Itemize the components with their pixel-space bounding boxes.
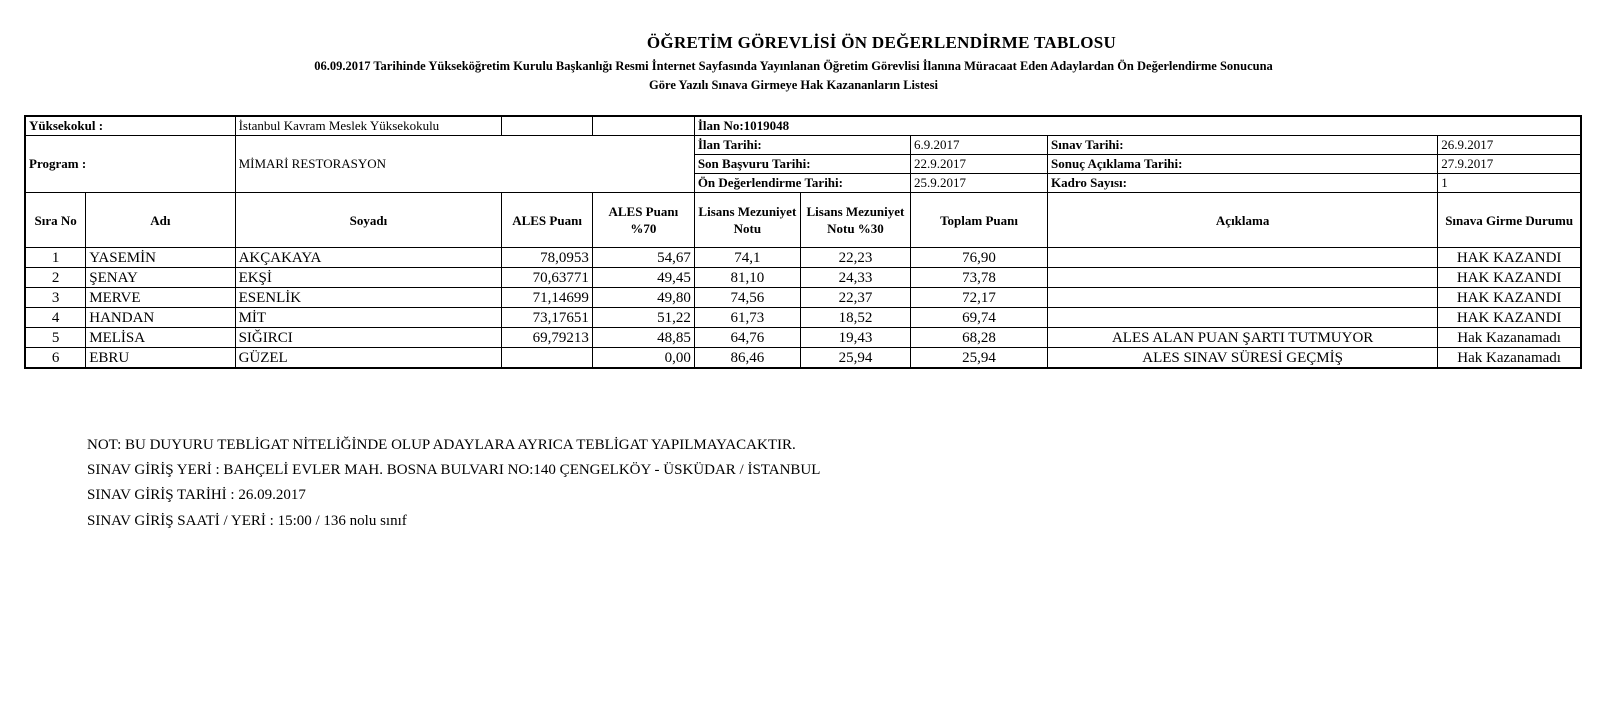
lisans-notu-cell: 64,76 xyxy=(694,328,800,348)
aciklama-cell xyxy=(1048,268,1438,288)
info-row-2 xyxy=(25,136,1581,155)
toplam-puani-cell: 25,94 xyxy=(911,348,1048,369)
note-line-1: NOT: BU DUYURU TEBLİGAT NİTELİĞİNDE OLUP ADAYLARA AYRICA TEBLİGAT YAPILMAYACAKTIR. xyxy=(87,437,796,453)
first-name-cell: MELİSA xyxy=(86,328,235,348)
on-degerlendirme-value: 25.9.2017 xyxy=(911,174,1048,193)
ales-puani-cell: 73,17651 xyxy=(502,308,593,328)
durum-cell: HAK KAZANDI xyxy=(1438,268,1581,288)
ilan-tarihi-value: 6.9.2017 xyxy=(911,136,1048,155)
table-row xyxy=(25,288,1581,308)
lisans-30-cell: 22,23 xyxy=(800,248,910,268)
durum-cell: HAK KAZANDI xyxy=(1438,288,1581,308)
kadro-value: 1 xyxy=(1438,174,1581,193)
table-row xyxy=(25,348,1581,369)
ilan-no: İlan No:1019048 xyxy=(694,116,1581,136)
durum-cell: Hak Kazanamadı xyxy=(1438,348,1581,369)
sinav-tarihi-value: 26.9.2017 xyxy=(1438,136,1581,155)
toplam-puani-cell: 73,78 xyxy=(911,268,1048,288)
son-basvuru-label: Son Başvuru Tarihi: xyxy=(694,155,910,174)
toplam-puani-cell: 76,90 xyxy=(911,248,1048,268)
lisans-notu-cell: 86,46 xyxy=(694,348,800,369)
aciklama-cell xyxy=(1048,288,1438,308)
ales-puani-cell: 78,0953 xyxy=(502,248,593,268)
empty-cell xyxy=(592,116,694,136)
sira-no-cell: 2 xyxy=(25,268,86,288)
first-name-cell: HANDAN xyxy=(86,308,235,328)
first-name-cell: YASEMİN xyxy=(86,248,235,268)
table-row xyxy=(25,308,1581,328)
lisans-notu-cell: 74,56 xyxy=(694,288,800,308)
column-header: Soyadı xyxy=(235,193,502,248)
lisans-30-cell: 22,37 xyxy=(800,288,910,308)
sira-no-cell: 1 xyxy=(25,248,86,268)
note-line-3: SINAV GİRİŞ TARİHİ : 26.09.2017 xyxy=(87,487,306,503)
lisans-notu-cell: 81,10 xyxy=(694,268,800,288)
ales-70-cell: 48,85 xyxy=(592,328,694,348)
lisans-30-cell: 18,52 xyxy=(800,308,910,328)
last-name-cell: SIĞIRCI xyxy=(235,328,502,348)
last-name-cell: EKŞİ xyxy=(235,268,502,288)
durum-cell: HAK KAZANDI xyxy=(1438,248,1581,268)
program-label: Program : xyxy=(25,136,235,193)
lisans-notu-cell: 61,73 xyxy=(694,308,800,328)
toplam-puani-cell: 72,17 xyxy=(911,288,1048,308)
sira-no-cell: 6 xyxy=(25,348,86,369)
last-name-cell: AKÇAKAYA xyxy=(235,248,502,268)
first-name-cell: MERVE xyxy=(86,288,235,308)
note-line-2: SINAV GİRİŞ YERİ : BAHÇELİ EVLER MAH. BOSNA BULVARI NO:140 ÇENGELKÖY - ÜSKÜDAR / İSTANBUL xyxy=(87,462,821,478)
sira-no-cell: 4 xyxy=(25,308,86,328)
column-header: Toplam Puanı xyxy=(911,193,1048,248)
table-body xyxy=(25,248,1581,369)
empty-cell xyxy=(502,116,593,136)
column-header: ALES Puanı xyxy=(502,193,593,248)
program-value: MİMARİ RESTORASYON xyxy=(235,136,694,193)
last-name-cell: GÜZEL xyxy=(235,348,502,369)
column-header: Açıklama xyxy=(1048,193,1438,248)
sonuc-label: Sonuç Açıklama Tarihi: xyxy=(1048,155,1438,174)
toplam-puani-cell: 69,74 xyxy=(911,308,1048,328)
evaluation-table xyxy=(24,115,1582,369)
ales-puani-cell: 70,63771 xyxy=(502,268,593,288)
aciklama-cell: ALES SINAV SÜRESİ GEÇMİŞ xyxy=(1048,348,1438,369)
sinav-tarihi-label: Sınav Tarihi: xyxy=(1048,136,1438,155)
page-subtitle-2: Göre Yazılı Sınava Girmeye Hak Kazananların Listesi xyxy=(649,78,938,92)
page-title: ÖĞRETİM GÖREVLİSİ ÖN DEĞERLENDİRME TABLOSU xyxy=(646,33,1117,52)
column-header: Sınava Girme Durumu xyxy=(1438,193,1581,248)
kadro-label: Kadro Sayısı: xyxy=(1048,174,1438,193)
ales-puani-cell xyxy=(502,348,593,369)
son-basvuru-value: 22.9.2017 xyxy=(911,155,1048,174)
first-name-cell: EBRU xyxy=(86,348,235,369)
ales-70-cell: 49,80 xyxy=(592,288,694,308)
aciklama-cell: ALES ALAN PUAN ŞARTI TUTMUYOR xyxy=(1048,328,1438,348)
first-name-cell: ŞENAY xyxy=(86,268,235,288)
table-row xyxy=(25,248,1581,268)
ales-70-cell: 0,00 xyxy=(592,348,694,369)
aciklama-cell xyxy=(1048,248,1438,268)
last-name-cell: ESENLİK xyxy=(235,288,502,308)
sonuc-value: 27.9.2017 xyxy=(1438,155,1581,174)
column-header: Lisans Mezuniyet Notu %30 xyxy=(800,193,910,248)
column-header: Adı xyxy=(86,193,235,248)
ales-puani-cell: 71,14699 xyxy=(502,288,593,308)
ales-puani-cell: 69,79213 xyxy=(502,328,593,348)
yuksekokul-label: Yüksekokul : xyxy=(25,116,235,136)
lisans-30-cell: 25,94 xyxy=(800,348,910,369)
sira-no-cell: 5 xyxy=(25,328,86,348)
last-name-cell: MİT xyxy=(235,308,502,328)
durum-cell: Hak Kazanamadı xyxy=(1438,328,1581,348)
table-row xyxy=(25,328,1581,348)
ales-70-cell: 49,45 xyxy=(592,268,694,288)
info-row-1 xyxy=(25,116,1581,136)
ales-70-cell: 54,67 xyxy=(592,248,694,268)
toplam-puani-cell: 68,28 xyxy=(911,328,1048,348)
on-degerlendirme-label: Ön Değerlendirme Tarihi: xyxy=(694,174,910,193)
ilan-tarihi-label: İlan Tarihi: xyxy=(694,136,910,155)
column-header: Sıra No xyxy=(25,193,86,248)
lisans-notu-cell: 74,1 xyxy=(694,248,800,268)
column-header: ALES Puanı %70 xyxy=(592,193,694,248)
page-subtitle: 06.09.2017 Tarihinde Yükseköğretim Kurulu Başkanlığı Resmi İnternet Sayfasında Yayınlanan Öğretim Görevlisi İlanına Müracaat Eden Adaylardan Ön Değerlendirme Sonucuna xyxy=(314,59,1273,73)
table-row xyxy=(25,268,1581,288)
column-header: Lisans Mezuniyet Notu xyxy=(694,193,800,248)
lisans-30-cell: 19,43 xyxy=(800,328,910,348)
sira-no-cell: 3 xyxy=(25,288,86,308)
durum-cell: HAK KAZANDI xyxy=(1438,308,1581,328)
note-line-4: SINAV GİRİŞ SAATİ / YERİ : 15:00 / 136 nolu sınıf xyxy=(87,513,407,529)
column-header-row xyxy=(25,193,1581,248)
lisans-30-cell: 24,33 xyxy=(800,268,910,288)
aciklama-cell xyxy=(1048,308,1438,328)
yuksekokul-value: İstanbul Kavram Meslek Yüksekokulu xyxy=(235,116,502,136)
ales-70-cell: 51,22 xyxy=(592,308,694,328)
